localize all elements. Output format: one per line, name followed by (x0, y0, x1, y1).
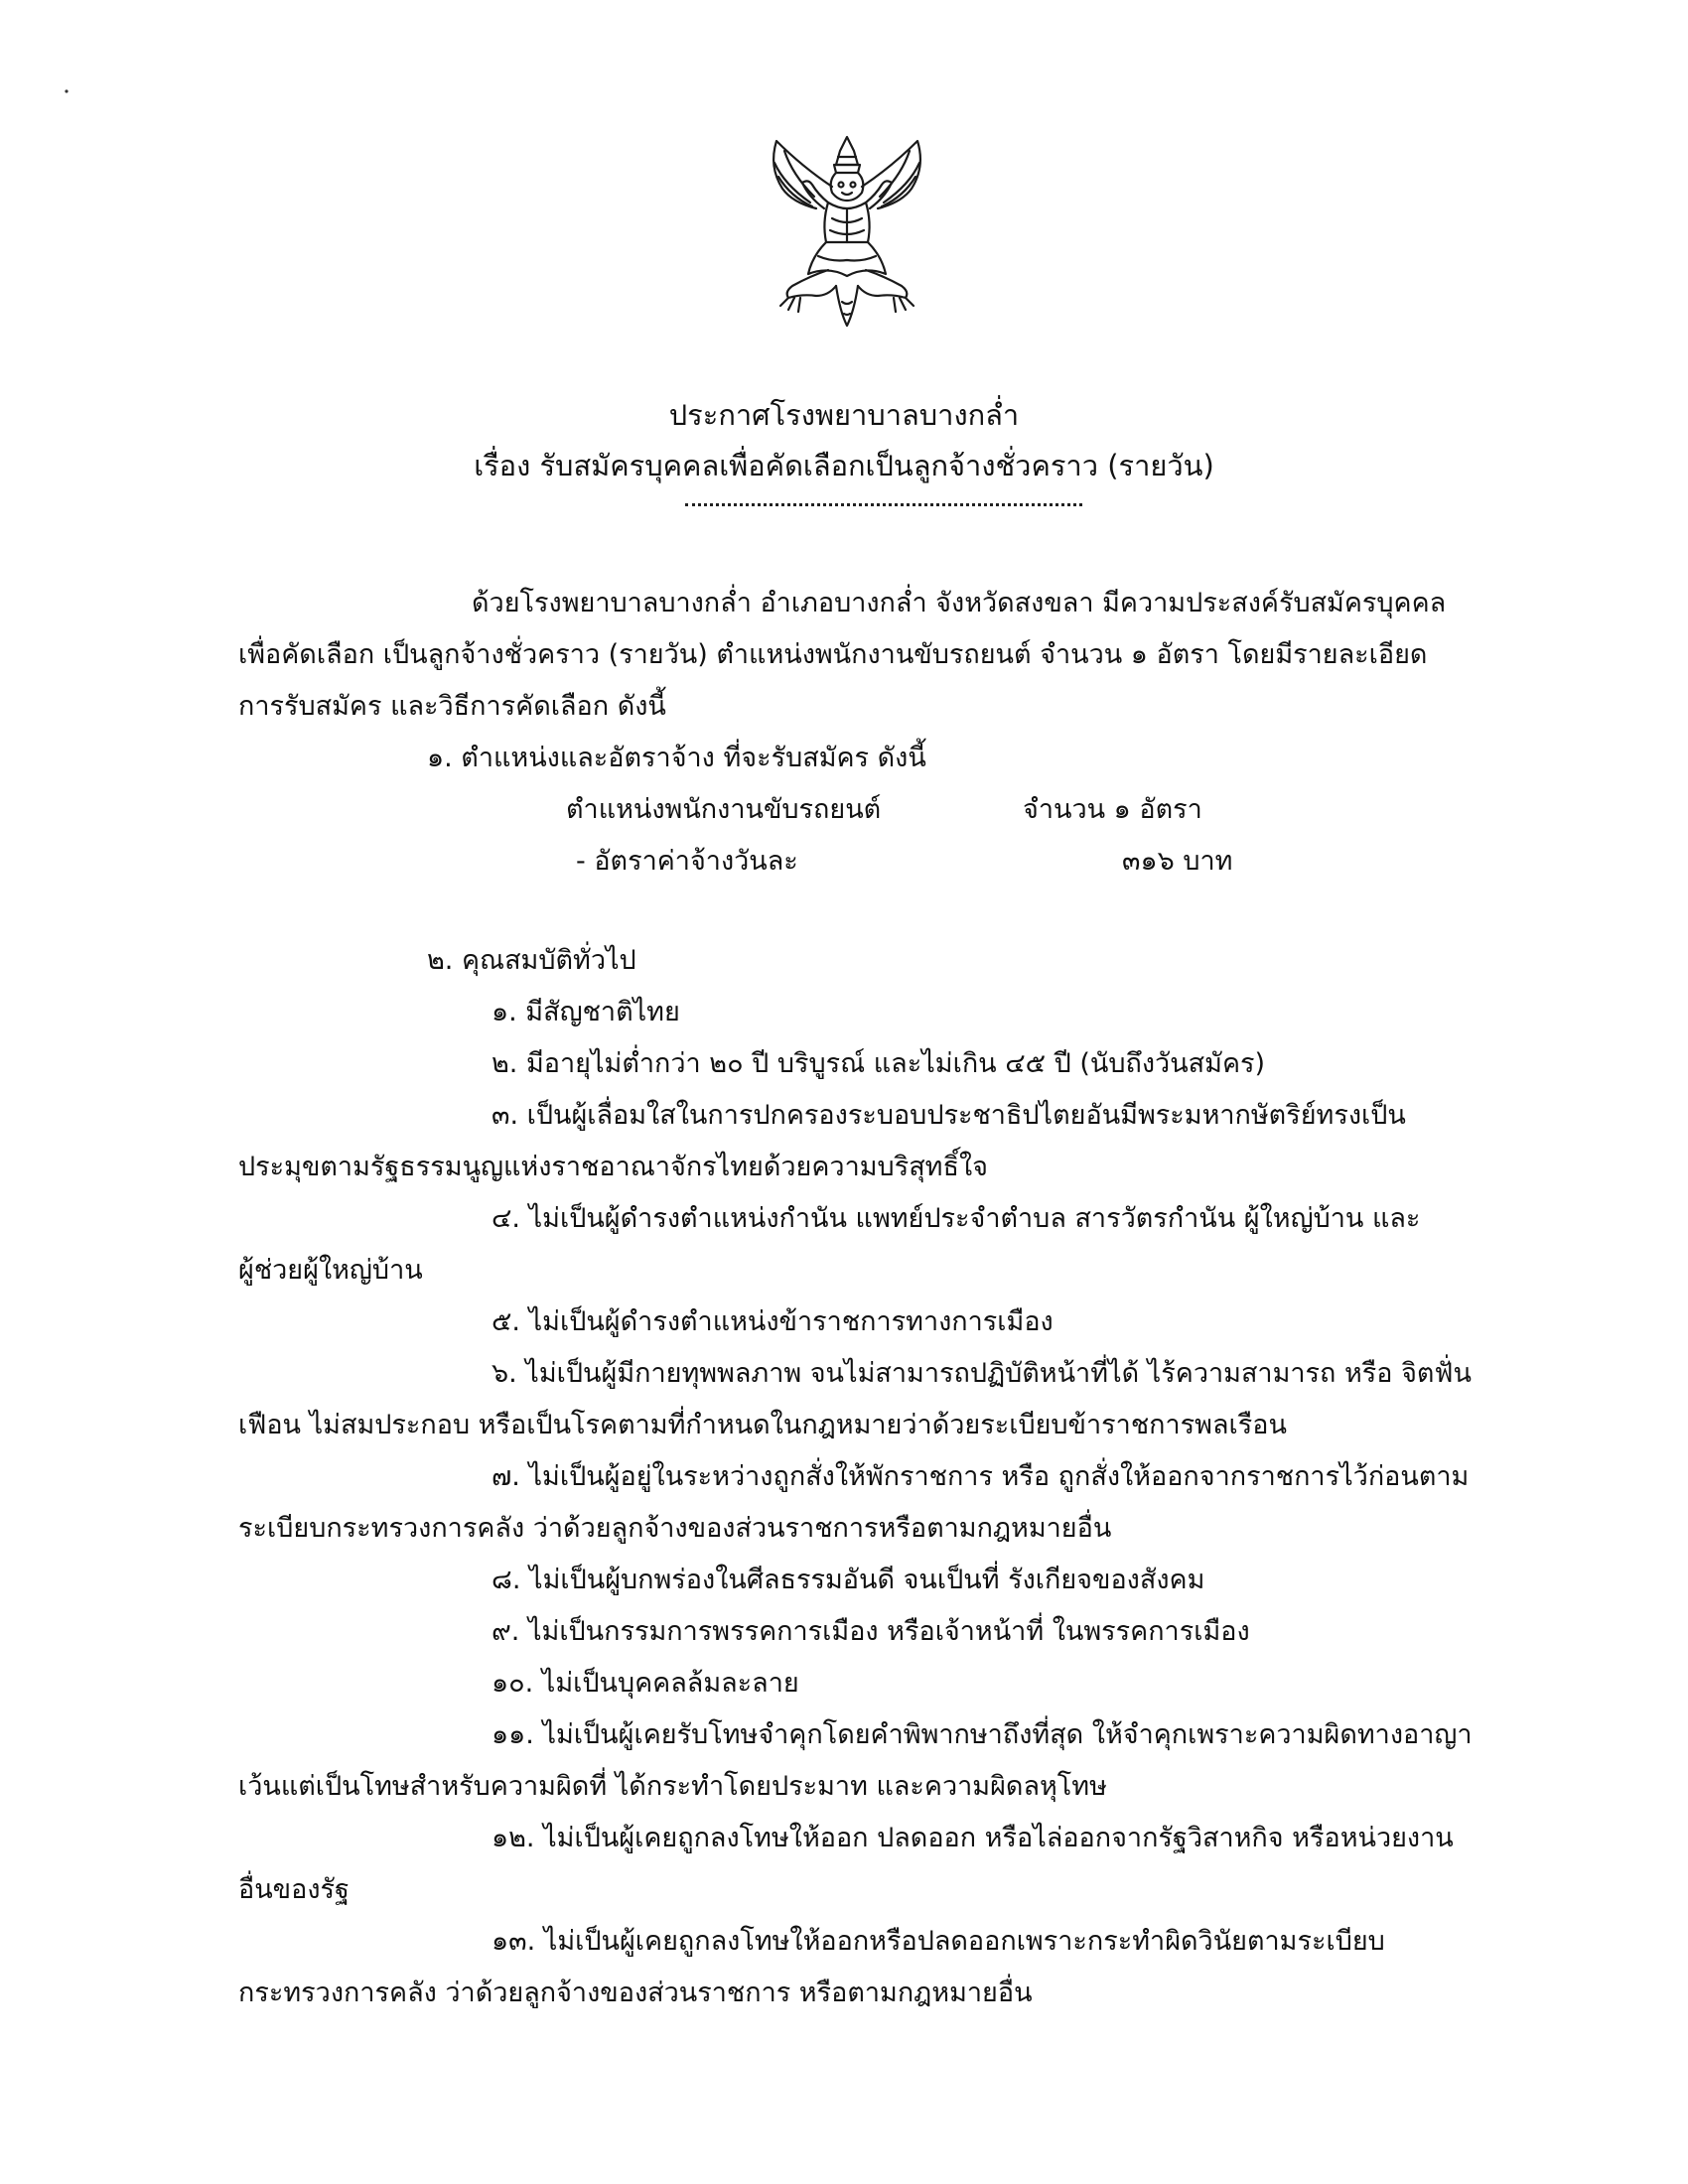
intro-line-1: ด้วยโรงพยาบาลบางกล่ำ อำเภอบางกล่ำ จังหวัดสงขลา มีความประสงค์รับสมัครบุคคล (472, 588, 1447, 618)
qualification-item: ๔. ไม่เป็นผู้ดำรงตำแหน่งกำนัน แพทย์ประจำตำบล สารวัตรกำนัน ผู้ใหญ่บ้าน และ (492, 1203, 1421, 1234)
section-2-heading: ๒. คุณสมบัติทั่วไป (427, 945, 636, 976)
qualification-item: ๓. เป็นผู้เลื่อมใสในการปกครองระบอบประชาธิปไตยอันมีพระมหากษัตริย์ทรงเป็น (492, 1100, 1406, 1131)
announcement-title: ประกาศโรงพยาบาลบางกล่ำ (668, 398, 1020, 432)
dotted-divider (685, 503, 1082, 506)
qualification-item: ๗. ไม่เป็นผู้อยู่ในระหว่างถูกสั่งให้พักราชการ หรือ ถูกสั่งให้ออกจากราชการไว้ก่อนตาม (492, 1461, 1470, 1492)
qualification-item-continued: เว้นแต่เป็นโทษสำหรับความผิดที่ ได้กระทำโดยประมาท และความผิดลหุโทษ (238, 1771, 1107, 1802)
qualification-item: ๑. มีสัญชาติไทย (492, 997, 680, 1027)
qualification-item-continued: เฟือน ไม่สมประกอบ หรือเป็นโรคตามที่กำหนดในกฎหมายว่าด้วยระเบียบข้าราชการพลเรือน (238, 1410, 1287, 1440)
section-1-heading: ๑. ตำแหน่งและอัตราจ้าง ที่จะรับสมัคร ดังนี้ (427, 743, 926, 773)
qualification-item-continued: ประมุขตามรัฐธรรมนูญแห่งราชอาณาจักรไทยด้วยความบริสุทธิ์ใจ (238, 1152, 988, 1182)
qualification-item: ๑๒. ไม่เป็นผู้เคยถูกลงโทษให้ออก ปลดออก หรือไล่ออกจากรัฐวิสาหกิจ หรือหน่วยงาน (492, 1823, 1454, 1853)
qualification-item: ๖. ไม่เป็นผู้มีกายทุพพลภาพ จนไม่สามารถปฏิบัติหน้าที่ได้ ไร้ความสามารถ หรือ จิตฟั่น (492, 1358, 1473, 1389)
qualification-item-continued: กระทรวงการคลัง ว่าด้วยลูกจ้างของส่วนราชการ หรือตามกฎหมายอื่น (238, 1978, 1033, 2008)
qualification-item: ๑๑. ไม่เป็นผู้เคยรับโทษจำคุกโดยคำพิพากษาถึงที่สุด ให้จำคุกเพราะความผิดทางอาญา (492, 1719, 1473, 1750)
position-label: ตำแหน่งพนักงานขับรถยนต์ (566, 794, 882, 825)
intro-line-2: เพื่อคัดเลือก เป็นลูกจ้างชั่วคราว (รายวัน) ตำแหน่งพนักงานขับรถยนต์ จำนวน ๑ อัตรา โดยมีรายละเอียด (238, 639, 1428, 670)
qualification-item: ๙. ไม่เป็นกรรมการพรรคการเมือง หรือเจ้าหน้าที่ ในพรรคการเมือง (492, 1616, 1250, 1647)
qualification-item-continued: อื่นของรัฐ (238, 1874, 350, 1905)
wage-value: ๓๑๖ บาท (1122, 846, 1233, 877)
qualification-item-continued: ผู้ช่วยผู้ใหญ่บ้าน (238, 1255, 423, 1286)
wage-label: - อัตราค่าจ้างวันละ (576, 846, 798, 877)
scan-specks (0, 0, 119, 119)
qualification-item: ๑๓. ไม่เป็นผู้เคยถูกลงโทษให้ออกหรือปลดออกเพราะกระทำผิดวินัยตามระเบียบ (492, 1926, 1385, 1957)
intro-line-3: การรับสมัคร และวิธีการคัดเลือก ดังนี้ (238, 691, 666, 722)
qualification-item: ๑๐. ไม่เป็นบุคคลล้มละลาย (492, 1668, 799, 1699)
qualification-item-continued: ระเบียบกระทรวงการคลัง ว่าด้วยลูกจ้างของส่วนราชการหรือตามกฎหมายอื่น (238, 1513, 1112, 1544)
qualification-item: ๕. ไม่เป็นผู้ดำรงตำแหน่งข้าราชการทางการเมือง (492, 1306, 1054, 1337)
position-count: จำนวน ๑ อัตรา (1023, 794, 1202, 825)
qualification-item: ๘. ไม่เป็นผู้บกพร่องในศีลธรรมอันดี จนเป็นที่ รังเกียจของสังคม (492, 1565, 1205, 1595)
qualification-item: ๒. มีอายุไม่ต่ำกว่า ๒๐ ปี บริบูรณ์ และไม่เกิน ๔๕ ปี (นับถึงวันสมัคร) (492, 1048, 1266, 1079)
announcement-subject: เรื่อง รับสมัครบุคคลเพื่อคัดเลือกเป็นลูกจ้างชั่วคราว (รายวัน) (474, 449, 1214, 482)
garuda-emblem (763, 127, 931, 336)
